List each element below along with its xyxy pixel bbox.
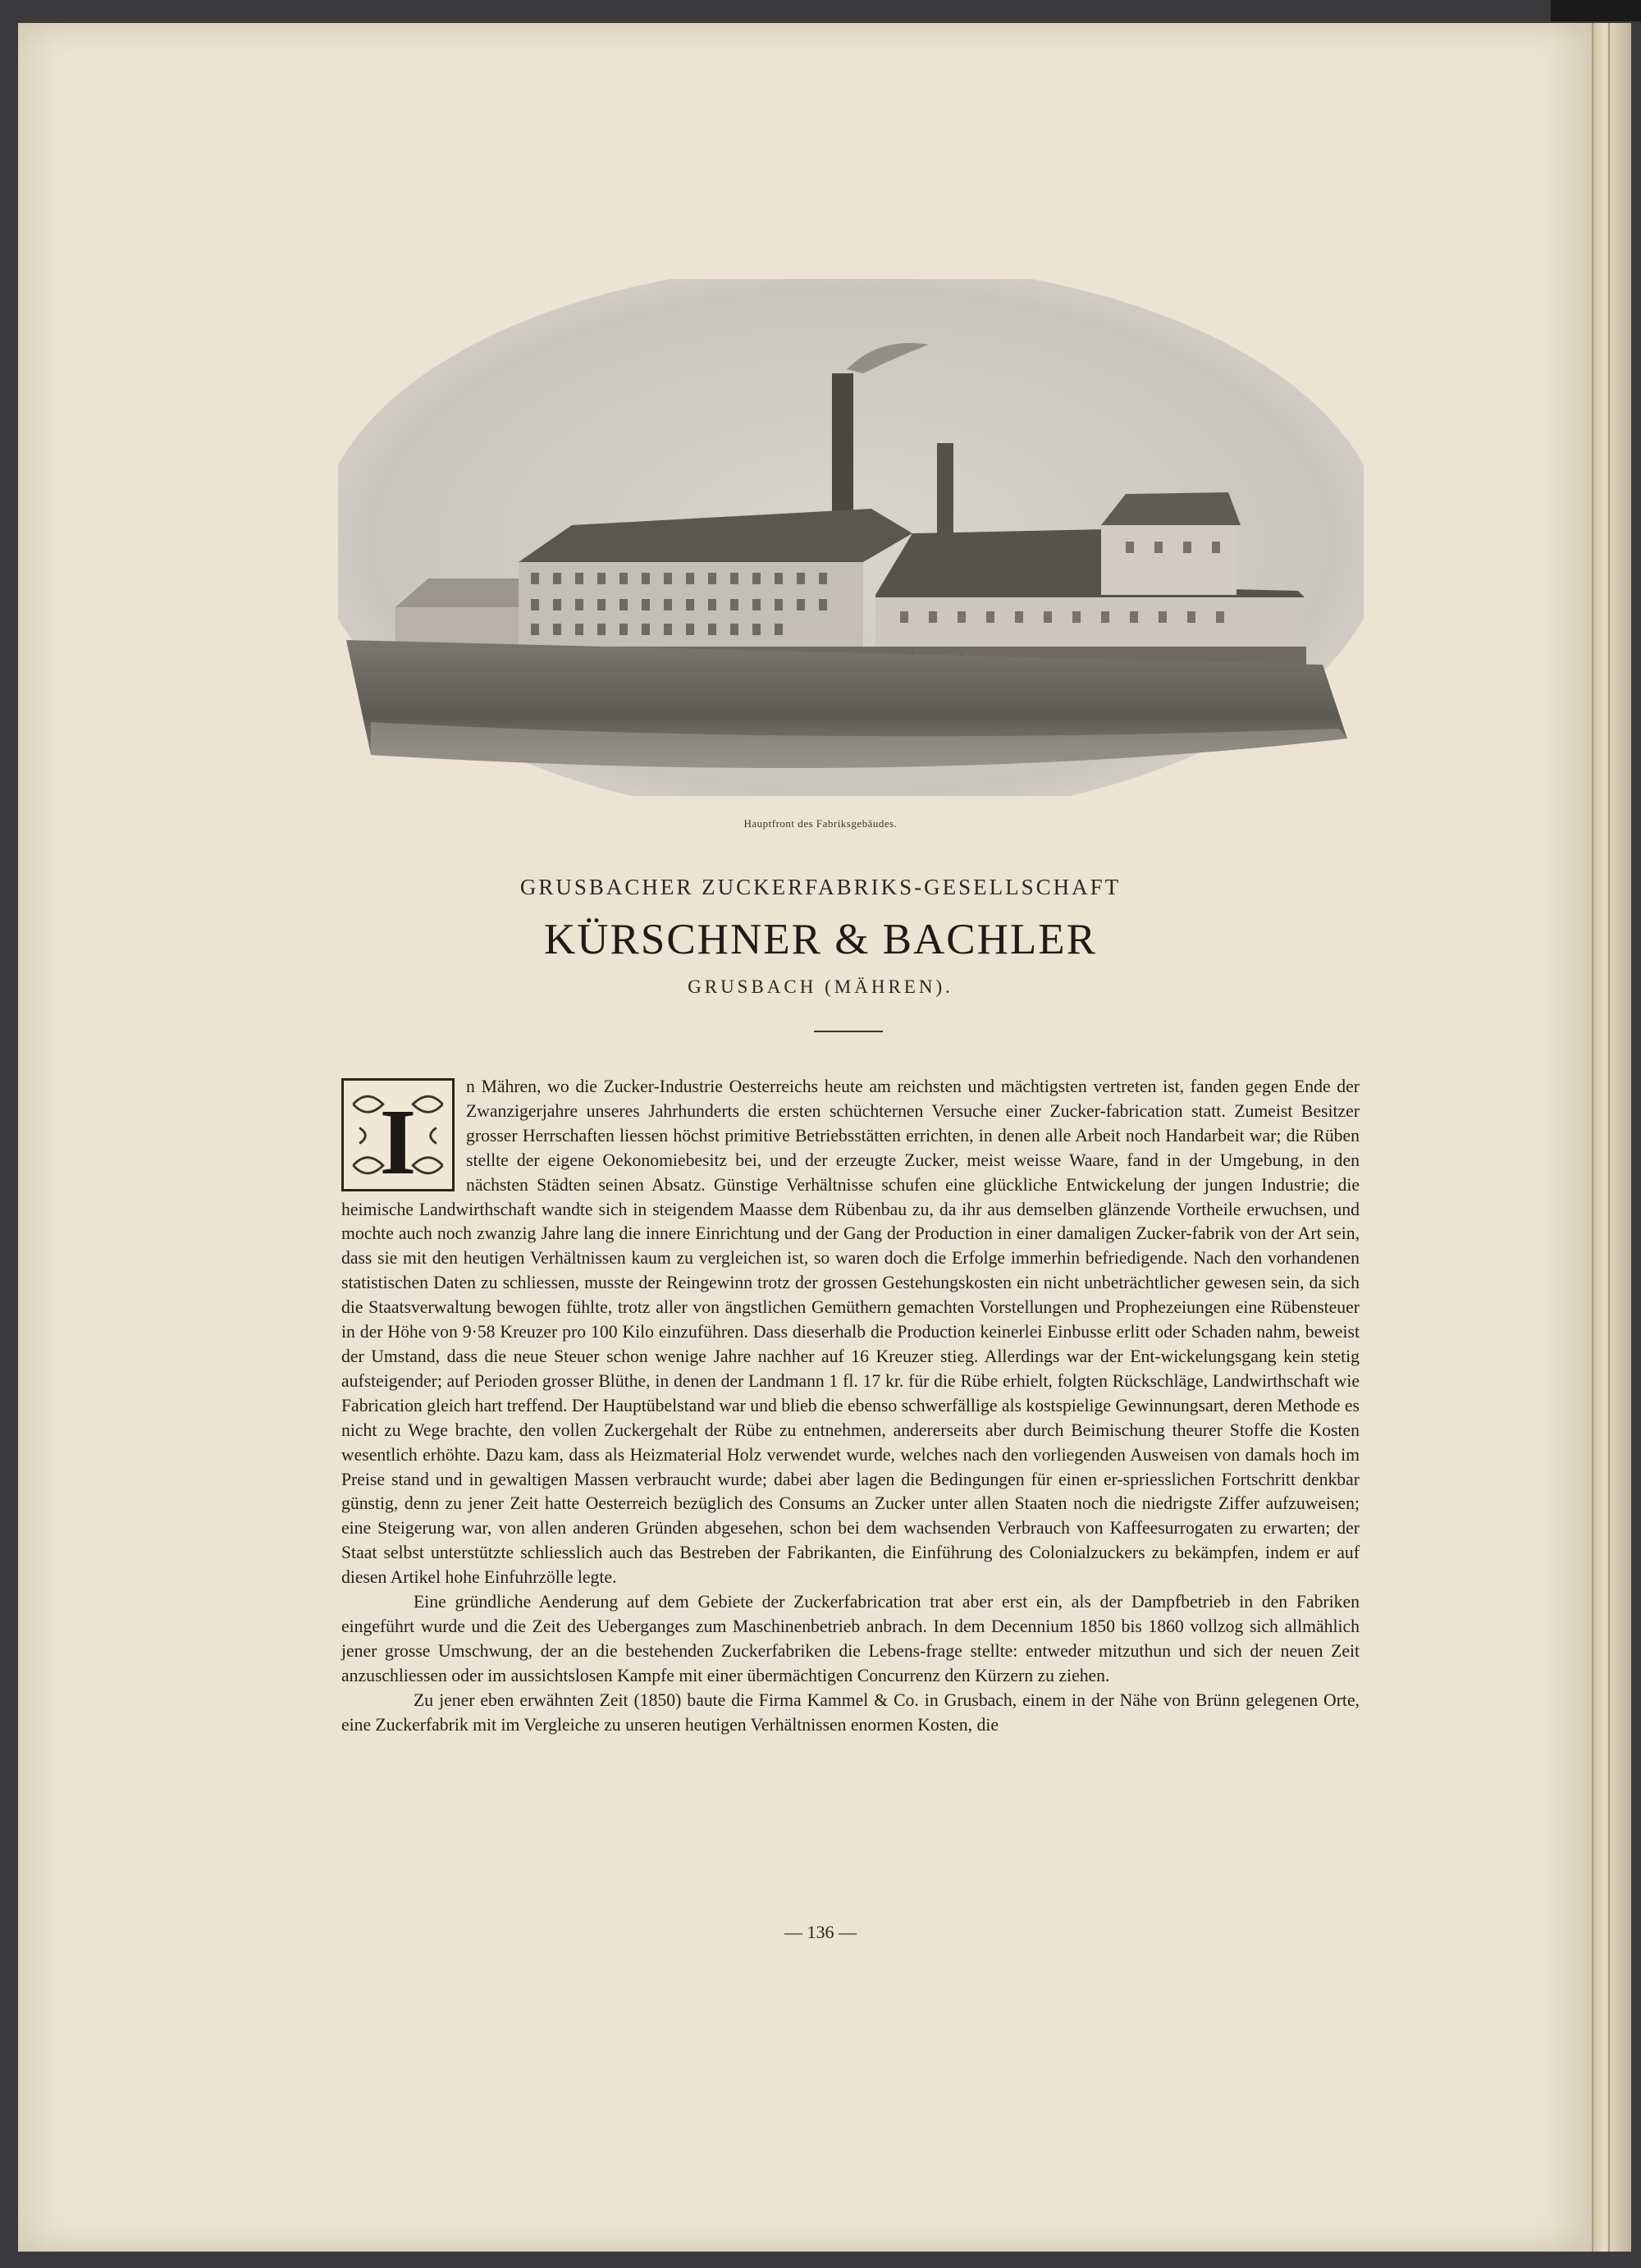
page-stack-edge xyxy=(1592,23,1631,2252)
figure-caption: Hauptfront des Fabriksgebäudes. xyxy=(743,817,898,830)
page-edge-line xyxy=(1592,23,1593,2252)
page-number: — 136 — xyxy=(784,1922,857,1942)
factory-photograph xyxy=(338,279,1364,796)
dropcap-letter: I xyxy=(379,1089,417,1189)
title-rule xyxy=(814,1031,883,1032)
ornamental-initial-icon xyxy=(341,1078,455,1191)
page-title: KÜRSCHNER & BACHLER xyxy=(543,916,1098,963)
book-edge-tab xyxy=(1551,0,1641,21)
paragraph xyxy=(341,1075,1360,1590)
article-body xyxy=(341,1075,1360,1737)
company-kicker: GRUSBACHER ZUCKERFABRIKS-GESELLSCHAFT xyxy=(519,875,1122,899)
paragraph: Eine gründliche Aenderung auf dem Gebiete der Zuckerfabrication trat aber erst ein, als der Dampfbetrieb in den Fabriken eingeführt wurde und die Zeit des Ueberganges zum Maschinenbetrieb anbrach. In dem Decennium 1850 bis 1860 vollzog sich allmählich jener grosse Umschwung, der an die bestehenden Zuckerfabriken die Lebens-frage stellte: entweder mitzuthun und sich der neuen Zeit anzuschliessen oder im aussichtslosen Kampfe mit einer übermächtigen Concurrenz den Kürzern zu ziehen. xyxy=(341,1592,1360,1685)
page-edge-line xyxy=(1608,23,1610,2252)
location-subtitle: GRUSBACH (MÄHREN). xyxy=(688,976,953,997)
paragraph-text: n Mähren, wo die Zucker-Industrie Oesterreichs heute am reichsten und mächtigsten vertreten ist, fanden gegen Ende der Zwanzigerjahre unseres Jahrhunderts die ersten schüchternen Versuche einer Zucker-fabrication statt. Zumeist Besitzer grosser Herrschaften liessen höchst primitive Betriebsstätten errichten, in denen alle Arbeit noch Handarbeit war; die Rüben stellte der eigene Oekonomiebesitz bei, und der erzeugte Zucker, meist weisse Waare, fand in der Umgebung, in den nächsten Städten seinen Absatz. Günstige Verhältnisse schufen eine glückliche Entwickelung der jungen Industrie; die heimische Landwirthschaft wandte sich in steigendem Maasse dem Rübenbau zu, da ihr aus demselben glänzende Vortheile erwuchsen, und mochte auch noch zwanzig Jahre lang die innere Einrichtung und der Gang der Production in einer damaligen Zucker-fabrik von der Art sein, dass sie mit den heutigen Verhältnissen kaum zu vergleichen ist, so waren doch die Erfolge immerhin befriedigende. Nach den vorhandenen statistischen Daten zu schliessen, musste der Reingewinn trotz der grossen Gestehungskosten ein nicht unbeträchtlicher gewesen sein, da sich die Staatsverwaltung bewogen fühlte, trotz aller von ängstlichen Gemüthern gemachten Vorstellungen und Prophezeiungen eine Rübensteuer in der Höhe von 9·58 Kreuzer pro 100 Kilo einzuführen. Dass dieserhalb die Production keinerlei Einbusse erlitt oder Schaden nahm, beweist der Umstand, dass die neue Steuer schon wenige Jahre nachher auf 16 Kreuzer stieg. Allerdings war der Ent-wickelungsgang kein stetig aufsteigender; auf Perioden grosser Blüthe, in denen der Landmann 1 fl. 17 kr. für die Rübe erhielt, folgten Rückschläge, Landwirthschaft wie Fabrication gleich hart treffend. Der Hauptübelstand war und blieb die ebenso schwerfällige als kostspielige Gewinnungsart, deren Methode es nicht zu Wege brachte, den vollen Zuckergehalt der Rübe zu entnehmen, andererseits aber durch Beimischung theurer Stoffe die Kosten wesentlich erhöhte. Dazu kam, dass als Heizmaterial Holz verwendet wurde, welches nach den vorliegenden Ausweisen von damals hoch im Preise stand und in gewaltigen Massen verbraucht wurde; dabei aber lagen die Bedingungen für einen er-spriesslichen Fortschritt denkbar günstig, denn zu jener Zeit hatte Oesterreich bezüglich des Consums an Zucker unter allen Staaten noch die niedrigste Ziffer aufzuweisen; eine Steigerung war, von allen anderen Gründen abgesehen, schon bei dem wachsenden Verbrauch von Kaffeesurrogaten zu erwarten; der Staat selbst unterstützte schliesslich auch das Bestreben der Fabrikanten, die Einführung des Colonialzuckers zu bekämpfen, indem er auf diesen Artikel hohe Einfuhrzölle legte. xyxy=(341,1077,1360,1588)
paragraph: Zu jener eben erwähnten Zeit (1850) baute die Firma Kammel & Co. in Grusbach, einem in der Nähe von Brünn gelegenen Orte, eine Zuckerfabrik mit im Vergleiche zu unseren heutigen Verhältnissen enormen Kosten, die xyxy=(341,1690,1360,1735)
